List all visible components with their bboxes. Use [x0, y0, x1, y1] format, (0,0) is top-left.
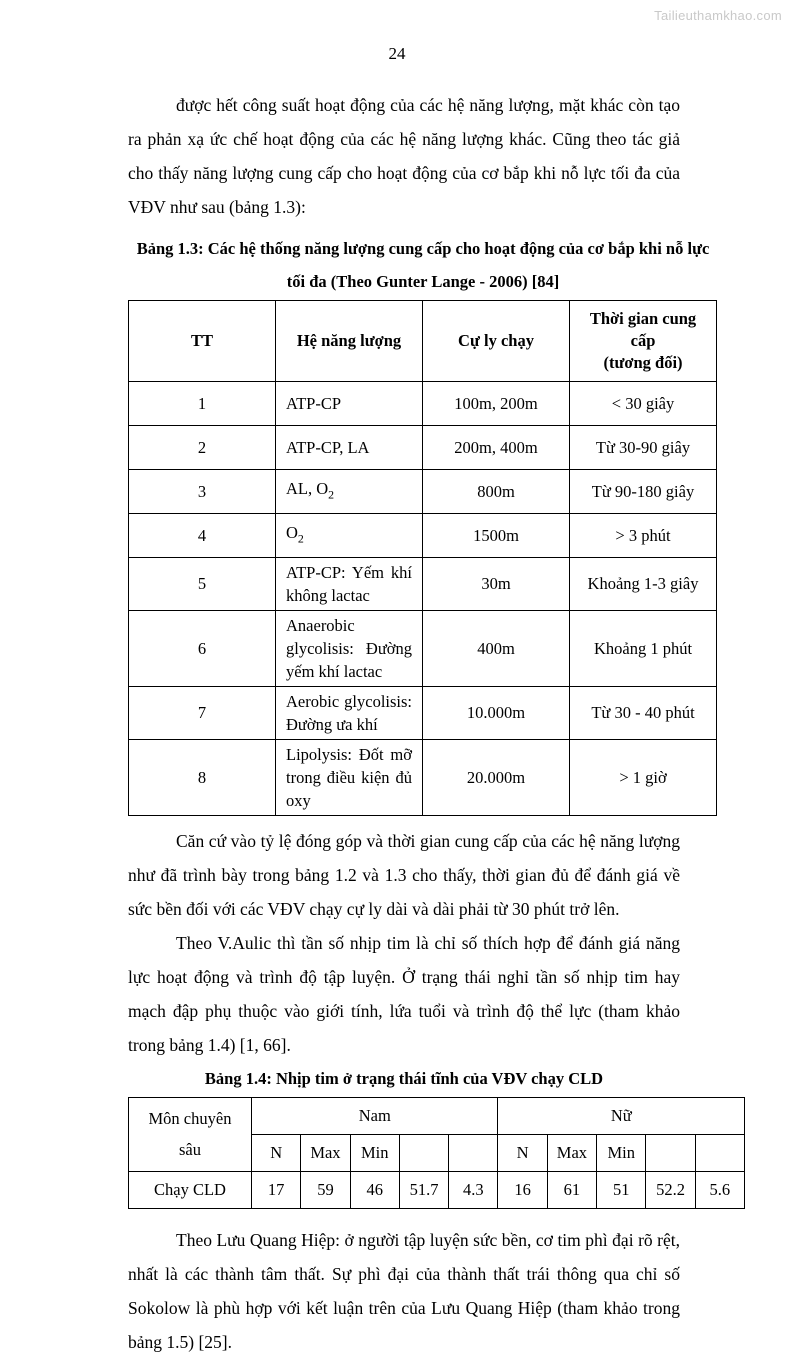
- cell-female-sd: 5.6: [695, 1172, 744, 1209]
- header-male-min: Min: [350, 1135, 399, 1172]
- table-resting-heart-rate: [128, 1097, 745, 1209]
- header-female-sd: [695, 1135, 744, 1172]
- cell-female-min: 51: [597, 1172, 646, 1209]
- cell-tt: 3: [129, 470, 276, 514]
- table-row: [129, 470, 717, 514]
- header-male-mean: [399, 1135, 448, 1172]
- header-energy-system: Hệ năng lượng: [276, 301, 423, 382]
- cell-distance: 1500m: [423, 514, 570, 558]
- watermark-text: Tailieuthamkhao.com: [654, 8, 782, 23]
- table-13-caption-line2: tối đa (Theo Gunter Lange - 2006) [84]: [286, 272, 560, 291]
- cell-female-mean: 52.2: [646, 1172, 695, 1209]
- header-group-female: Nữ: [498, 1098, 745, 1135]
- page-content: [128, 88, 731, 1359]
- cell-female-max: 61: [547, 1172, 596, 1209]
- cell-time: Khoảng 1-3 giây: [570, 558, 717, 611]
- table-energy-systems: [128, 300, 717, 816]
- table-row: [129, 611, 717, 687]
- cell-system-subscript: 2: [297, 531, 304, 546]
- cell-male-sd: 4.3: [449, 1172, 498, 1209]
- cell-time: > 3 phút: [570, 514, 717, 558]
- header-subject: [129, 1098, 252, 1172]
- header-supply-time: [570, 301, 717, 382]
- page-number: 24: [388, 44, 406, 63]
- cell-system: ATP-CP: Yếm khí không lactac: [276, 558, 423, 611]
- cell-female-n: 16: [498, 1172, 547, 1209]
- cell-system: ATP-CP, LA: [276, 426, 423, 470]
- spacer: [128, 1209, 680, 1223]
- cell-time: Từ 90-180 giây: [570, 470, 717, 514]
- cell-system: Anaerobic glycolisis: Đường yếm khí lactac: [276, 611, 423, 687]
- cell-distance: 800m: [423, 470, 570, 514]
- header-supply-time-line3: (tương đối): [603, 353, 683, 372]
- table-header-row-groups: [129, 1098, 745, 1135]
- table-row: [129, 558, 717, 611]
- spacer: [128, 224, 680, 232]
- cell-time: < 30 giây: [570, 382, 717, 426]
- cell-male-n: 17: [252, 1172, 301, 1209]
- cell-system-subscript: 2: [328, 487, 335, 502]
- header-subject-line1: Môn chuyên: [148, 1109, 232, 1128]
- cell-subject: Chạy CLD: [129, 1172, 252, 1209]
- cell-tt: 5: [129, 558, 276, 611]
- cell-tt: 8: [129, 740, 276, 816]
- cell-male-mean: 51.7: [399, 1172, 448, 1209]
- cell-system: [276, 470, 423, 514]
- cell-time: Từ 30-90 giây: [570, 426, 717, 470]
- table-row: [129, 1172, 745, 1209]
- cell-time: Từ 30 - 40 phút: [570, 687, 717, 740]
- table-row: [129, 687, 717, 740]
- table-hr-body: [129, 1098, 745, 1209]
- table-row: [129, 426, 717, 470]
- table-energy-body: [129, 382, 717, 816]
- cell-tt: 1: [129, 382, 276, 426]
- cell-system-text: AL, O: [286, 478, 329, 498]
- cell-system-text: O: [286, 522, 298, 542]
- header-female-mean: [646, 1135, 695, 1172]
- cell-tt: 6: [129, 611, 276, 687]
- paragraph-after-table-13: Căn cứ vào tỷ lệ đóng góp và thời gian cung cấp của các hệ năng lượng như đã trình bày trong bảng 1.2 và 1.3 cho thấy, thời gian đủ để đánh giá về sức bền đối với các VĐV chạy cự ly dài và dài phải từ 30 phút trở lên.: [128, 831, 680, 919]
- cell-male-min: 46: [350, 1172, 399, 1209]
- table-row: [129, 740, 717, 816]
- header-female-max: Max: [547, 1135, 596, 1172]
- paragraph-after-table-14: Theo Lưu Quang Hiệp: ở người tập luyện sức bền, cơ tim phì đại rõ rệt, nhất là các thành tâm thất. Sự phì đại của thành thất trái thông qua chỉ số Sokolow là phù hợp với kết luận trên của Lưu Quang Hiệp (tham khảo trong bảng 1.5) [25].: [128, 1230, 680, 1352]
- header-supply-time-line2: cấp: [630, 331, 656, 350]
- table-14-caption: Bảng 1.4: Nhịp tim ở trạng thái tĩnh của VĐV chạy CLD: [204, 1069, 604, 1088]
- table-row: [129, 514, 717, 558]
- cell-system: Aerobic glycolisis: Đường ưa khí: [276, 687, 423, 740]
- table-row: [129, 382, 717, 426]
- cell-distance: 30m: [423, 558, 570, 611]
- cell-system: Lipolysis: Đốt mỡ trong điều kiện đủ oxy: [276, 740, 423, 816]
- cell-tt: 2: [129, 426, 276, 470]
- header-female-min: Min: [597, 1135, 646, 1172]
- header-tt: TT: [129, 301, 276, 382]
- table-energy-head: [129, 301, 717, 382]
- cell-system: ATP-CP: [276, 382, 423, 426]
- header-male-sd: [449, 1135, 498, 1172]
- header-subject-line2: sâu: [179, 1140, 201, 1159]
- header-distance: Cự ly chạy: [423, 301, 570, 382]
- cell-distance: 10.000m: [423, 687, 570, 740]
- cell-distance: 100m, 200m: [423, 382, 570, 426]
- cell-tt: 4: [129, 514, 276, 558]
- cell-time: Khoảng 1 phút: [570, 611, 717, 687]
- spacer: [128, 816, 680, 824]
- header-male-n: N: [252, 1135, 301, 1172]
- cell-distance: 400m: [423, 611, 570, 687]
- cell-time: > 1 giờ: [570, 740, 717, 816]
- cell-male-max: 59: [301, 1172, 350, 1209]
- cell-tt: 7: [129, 687, 276, 740]
- table-13-caption-line1: Bảng 1.3: Các hệ thống năng lượng cung cấp cho hoạt động của cơ bắp khi nỗ lực: [136, 239, 710, 258]
- header-male-max: Max: [301, 1135, 350, 1172]
- paragraph-aulic: Theo V.Aulic thì tần số nhịp tim là chỉ số thích hợp để đánh giá năng lực hoạt động và trình độ tập luyện. Ở trạng thái nghỉ tần số nhịp tim hay mạch đập phụ thuộc vào giới tính, lứa tuổi và trình độ thể lực (tham khảo trong bảng 1.4) [1, 66].: [128, 933, 680, 1055]
- cell-distance: 200m, 400m: [423, 426, 570, 470]
- paragraph-intro: được hết công suất hoạt động của các hệ năng lượng, mặt khác còn tạo ra phản xạ ức chế hoạt động của các hệ năng lượng khác. Cũng theo tác giả cho thấy năng lượng cung cấp cho hoạt động của cơ bắp khi nỗ lực tối đa của VĐV như sau (bảng 1.3):: [128, 95, 680, 217]
- cell-distance: 20.000m: [423, 740, 570, 816]
- table-header-row: [129, 301, 717, 382]
- header-supply-time-line1: Thời gian cung: [589, 309, 697, 328]
- header-group-male: Nam: [252, 1098, 498, 1135]
- header-female-n: N: [498, 1135, 547, 1172]
- cell-system: [276, 514, 423, 558]
